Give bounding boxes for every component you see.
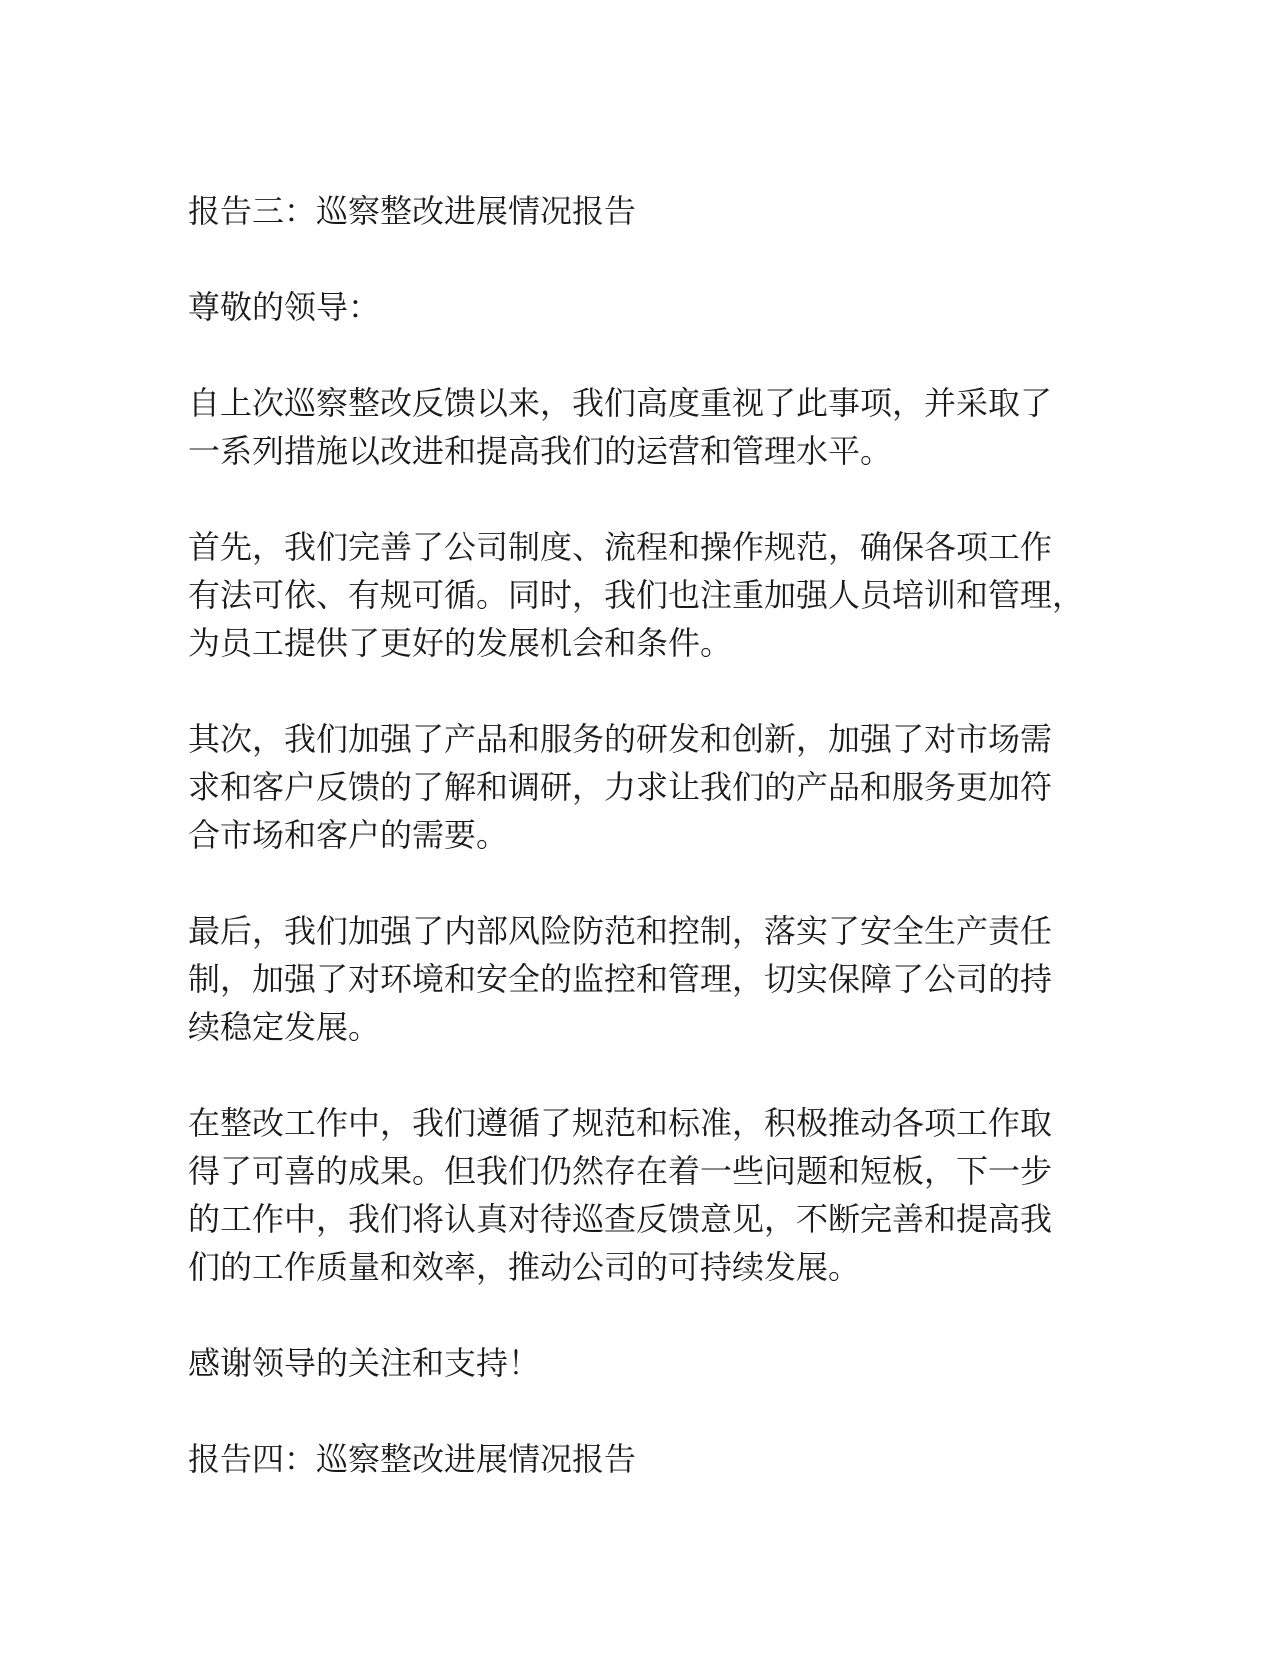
- paragraph-last: 最后，我们加强了内部风险防范和控制，落实了安全生产责任 制，加强了对环境和安全的监控和管理，切实保障了公司的持 续稳定发展。: [188, 912, 1053, 1046]
- paragraph-intro: 自上次巡察整改反馈以来，我们高度重视了此事项，并采取了 一系列措施以改进和提高我们的运营和管理水平。: [188, 384, 1053, 470]
- report-4-title: 报告四：巡察整改进展情况报告: [188, 1440, 637, 1478]
- report-3-title: 报告三：巡察整改进展情况报告: [188, 192, 637, 230]
- closing-thanks: 感谢领导的关注和支持！: [188, 1344, 541, 1382]
- salutation: 尊敬的领导：: [188, 288, 381, 326]
- paragraph-summary: 在整改工作中，我们遵循了规范和标准，积极推动各项工作取 得了可喜的成果。但我们仍然存在着一些问题和短板，下一步 的工作中，我们将认真对待巡查反馈意见，不断完善和提高我 们的工作质量和效率，推动公司的可持续发展。: [188, 1104, 1053, 1286]
- document-page: [188, 187, 1118, 1531]
- paragraph-first: 首先，我们完善了公司制度、流程和操作规范，确保各项工作 有法可依、有规可循。同时，我们也注重加强人员培训和管理， 为员工提供了更好的发展机会和条件。: [188, 528, 1085, 662]
- paragraph-second: 其次，我们加强了产品和服务的研发和创新，加强了对市场需 求和客户反馈的了解和调研，力求让我们的产品和服务更加符 合市场和客户的需要。: [188, 720, 1053, 854]
